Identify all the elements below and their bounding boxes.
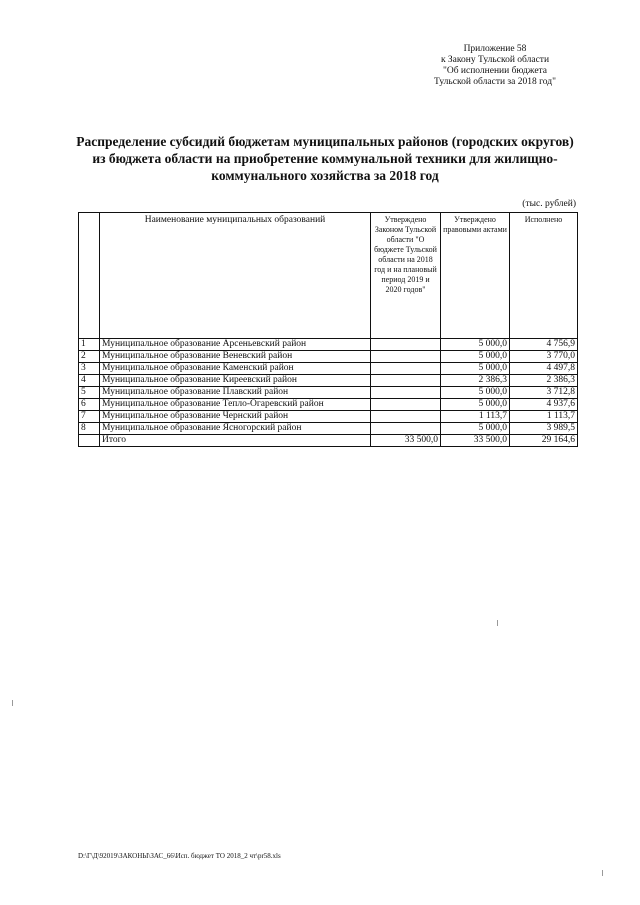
table-row [79, 375, 578, 387]
row-approved-law [371, 399, 441, 411]
scan-speck [12, 700, 13, 706]
row-approved-law [371, 339, 441, 351]
header-name: Наименование муниципальных образований [100, 213, 371, 339]
row-index: 1 [79, 339, 100, 351]
row-approved-acts: 2 386,3 [441, 375, 510, 387]
table-row [79, 411, 578, 423]
row-name: Муниципальное образование Киреевский район [100, 375, 371, 387]
row-index: 2 [79, 351, 100, 363]
scan-speck [602, 870, 603, 876]
table-row [79, 339, 578, 351]
table-header-row [79, 213, 578, 339]
row-index: 6 [79, 399, 100, 411]
row-approved-acts: 1 113,7 [441, 411, 510, 423]
row-executed: 3 770,0 [510, 351, 578, 363]
row-name: Муниципальное образование Чернский район [100, 411, 371, 423]
unit-label: (тыс. рублей) [522, 199, 576, 209]
row-approved-acts: 5 000,0 [441, 399, 510, 411]
table-row [79, 423, 578, 435]
row-name: Муниципальное образование Каменский район [100, 363, 371, 375]
header-approved-law: Утверждено Законом Тульской области "О бюджете Тульской области на 2018 год и на плановый период 2019 и 2020 годов" [371, 213, 441, 339]
total-label: Итого [100, 435, 371, 447]
row-executed: 4 937,6 [510, 399, 578, 411]
table-row [79, 399, 578, 411]
row-name: Муниципальное образование Плавский район [100, 387, 371, 399]
row-executed: 4 756,9 [510, 339, 578, 351]
row-executed: 3 712,8 [510, 387, 578, 399]
total-index [79, 435, 100, 447]
table-row [79, 351, 578, 363]
row-executed: 2 386,3 [510, 375, 578, 387]
row-approved-acts: 5 000,0 [441, 363, 510, 375]
total-approved-law: 33 500,0 [371, 435, 441, 447]
row-approved-acts: 5 000,0 [441, 351, 510, 363]
row-index: 5 [79, 387, 100, 399]
row-index: 7 [79, 411, 100, 423]
row-approved-law [371, 423, 441, 435]
header-executed: Исполнено [510, 213, 578, 339]
header-index [79, 213, 100, 339]
total-approved-acts: 33 500,0 [441, 435, 510, 447]
table-row [79, 363, 578, 375]
row-approved-acts: 5 000,0 [441, 387, 510, 399]
appendix-line: Приложение 58 [463, 44, 527, 54]
row-approved-acts: 5 000,0 [441, 423, 510, 435]
row-executed: 1 113,7 [510, 411, 578, 423]
row-executed: 4 497,8 [510, 363, 578, 375]
row-name: Муниципальное образование Тепло-Огаревский район [100, 399, 371, 411]
file-path: D:\Г\Д\92019\ЗАКОНЫ\ЗАС_66\Исп. бюджет ТО 2018_2 чт\pr58.xls [78, 852, 281, 860]
table-row [79, 387, 578, 399]
row-index: 4 [79, 375, 100, 387]
document-title: Распределение субсидий бюджетам муниципальных районов (городских округов) из бюджета области на приобретение коммунальной техники для жилищно-коммунального хозяйства за 2018 год [76, 134, 574, 183]
row-name: Муниципальное образование Веневский район [100, 351, 371, 363]
appendix-line: "Об исполнении бюджета [442, 66, 548, 76]
row-name: Муниципальное образование Арсеньевский район [100, 339, 371, 351]
row-approved-law [371, 387, 441, 399]
row-approved-law [371, 363, 441, 375]
row-index: 3 [79, 363, 100, 375]
scan-speck [497, 620, 498, 626]
row-executed: 3 989,5 [510, 423, 578, 435]
row-approved-acts: 5 000,0 [441, 339, 510, 351]
appendix-line: к Закону Тульской области [440, 55, 550, 65]
total-executed: 29 164,6 [510, 435, 578, 447]
row-approved-law [371, 351, 441, 363]
subsidy-table [78, 212, 578, 447]
header-approved-acts: Утверждено правовыми актами [441, 213, 510, 339]
appendix-header [400, 44, 590, 88]
row-name: Муниципальное образование Ясногорский район [100, 423, 371, 435]
row-approved-law [371, 375, 441, 387]
row-index: 8 [79, 423, 100, 435]
table-body [79, 339, 578, 447]
appendix-line: Тульской области за 2018 год" [434, 77, 556, 87]
row-approved-law [371, 411, 441, 423]
total-row [79, 435, 578, 447]
